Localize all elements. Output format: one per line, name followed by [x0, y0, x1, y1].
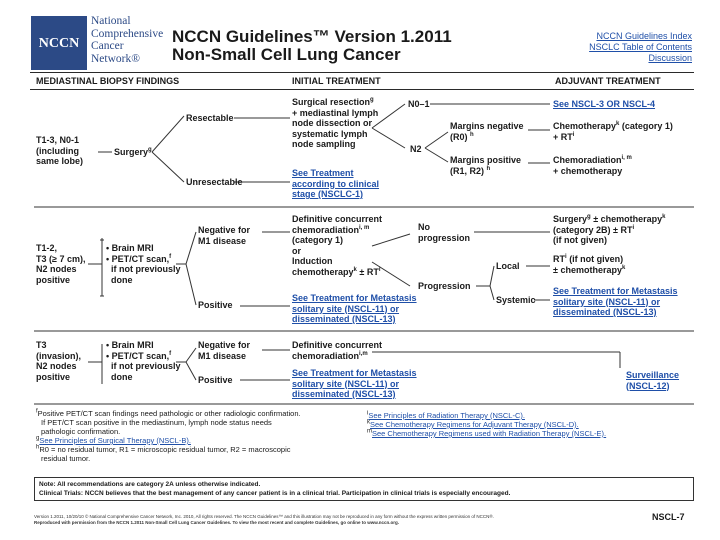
footnote-f: $^f$Positive PET/CT scan findings need pathologic or other radiologic confirmation.: [36, 408, 301, 418]
stage-t3-invasion-n2: T3 (invasion), N2 nodes positive: [36, 340, 82, 382]
chemotherapy-category-1: Chemotherapy$^k$ (category 1) + $RT^i$: [553, 121, 673, 142]
note-box: [34, 477, 694, 501]
toc-link[interactable]: NSCLC Table of Contents: [589, 42, 692, 52]
footnote-i: $^i$See Principles of Radiation Therapy (NSCL-C).: [367, 410, 525, 420]
resectable-label: Resectable: [186, 113, 234, 123]
copyright: Version 1.2011, 10/20/10 © National Comprehensive Cancer Network, Inc. 2010, All rights reserved. The NCCN Guidelines™ and this illustration may not be reproduced in any form without the express written permission of NCCN®. Reproduced with permission from the NCCN 1.2011 Non-Small Cell Lung Cancer Guidelines. To view the most recent and complete Guidelines, go online to www.nccn.org.: [34, 514, 494, 525]
footnote-f-cont2: pathologic confirmation.: [41, 427, 121, 436]
footnotes-right: [367, 411, 606, 438]
local-label: Local: [496, 261, 520, 271]
positive-label-2: Positive: [198, 375, 233, 385]
note-category: Note: All recommendations are category 2A unless otherwise indicated.: [39, 481, 261, 488]
positive-label: Positive: [198, 300, 233, 310]
metastasis-link-positive[interactable]: See Treatment for Metastasis solitary site (NSCL-11) or disseminated (NSCL-13): [292, 293, 417, 324]
footnote-g: $^g$See Principles of Surgical Therapy (NSCL-B).: [36, 435, 191, 445]
page-title: NCCN Guidelines™ Version 1.2011: [172, 27, 452, 46]
negative-m1-disease: Negative for M1 disease: [198, 225, 251, 246]
footnote-h: $^h$R0 = no residual tumor, R1 = microscopic residual tumor, R2 = macroscopic: [36, 444, 291, 454]
stage-t1-3-n0-1: T1-3, N0-1 (including same lobe): [36, 135, 84, 166]
n0-1-label: N0–1: [408, 99, 430, 109]
definitive-chemoradiation: Definitive concurrent chemoradiation$^{i,m}$: [292, 340, 383, 361]
guidelines-index-link[interactable]: NCCN Guidelines Index: [596, 31, 692, 41]
margins-negative: Margins negative (R0) $^h$: [450, 121, 524, 142]
org-name: National Comprehensive Cancer Network®: [91, 15, 164, 65]
negative-m1-disease-2: Negative for M1 disease: [198, 340, 251, 361]
metastasis-link-3[interactable]: See Treatment for Metastasis solitary site (NSCL-11) or disseminated (NSCL-13): [292, 368, 417, 399]
page-subtitle: Non-Small Cell Lung Cancer: [172, 45, 401, 64]
workup-brain-mri-pet-2: • Brain MRI • PET/CT scan,$^f$ if not previously done: [106, 340, 181, 382]
nccn-logo-text: NCCN: [38, 36, 80, 51]
metastasis-link-systemic[interactable]: See Treatment for Metastasis solitary site (NSCL-11) or disseminated (NSCL-13): [553, 286, 678, 317]
chemoradiation-plus-chemo: Chemoradiation$^{i, m}$ + chemotherapy: [553, 155, 632, 176]
progression-label: Progression: [418, 281, 471, 291]
footnote-h-cont: residual tumor.: [41, 454, 91, 463]
col-initial: INITIAL TREATMENT: [292, 76, 381, 86]
definitive-or-induction: Definitive concurrent chemoradiation$^{i, m}$ (category 1) or Induction chemotherapy$^k$ ± $RT^i$: [292, 214, 383, 277]
see-treatment-clinical-stage-link[interactable]: See Treatment according to clinical stage (NSCLC-1): [292, 168, 380, 199]
col-findings: MEDIASTINAL BIOPSY FINDINGS: [36, 76, 180, 86]
see-nscl-3-4-link[interactable]: See NSCL-3 OR NSCL-4: [553, 99, 656, 109]
margins-positive: Margins positive (R1, R2) $^h$: [450, 155, 522, 176]
page-id: NSCL-7: [652, 512, 685, 522]
surveillance-link[interactable]: Surveillance (NSCL-12): [626, 370, 680, 391]
surgical-resection: Surgical resection$^g$ + mediastinal lymph node dissection or systematic lymph node sampling: [292, 97, 379, 149]
systemic-label: Systemic: [496, 295, 536, 305]
no-progression: No progression: [418, 222, 471, 243]
footnotes-left: [36, 409, 301, 463]
surgery-node: Surgery$^g$: [114, 147, 152, 157]
footnote-k: $^k$See Chemotherapy Regimens for Adjuvant Therapy (NSCL-D).: [367, 419, 579, 429]
discussion-link[interactable]: Discussion: [648, 53, 692, 63]
surgery-adjuvant: Surgery$^g$ ± chemotherapy$^k$ (category $2B) \pm RT^i$ (if not given): [553, 214, 666, 245]
stage-t1-2-t3-n2: T1-2, T3 (≥ 7 cm), N2 nodes positive: [36, 243, 86, 285]
footnote-f-cont: If PET/CT scan positive in the mediastinum, lymph node status needs: [41, 418, 272, 427]
rt-adjuvant: $RT^i$ (if not given) ± chemotherapy$^k$: [553, 254, 626, 275]
note-clinical-trials: Clinical Trials: NCCN believes that the best management of any cancer patient is in a clinical trial. Participation in clinical trials is especially encouraged.: [39, 490, 511, 497]
n2-label: N2: [410, 144, 422, 154]
footnote-m: $^m$See Chemotherapy Regimens used with Radiation Therapy (NSCL-E).: [367, 428, 607, 438]
workup-brain-mri-pet: • Brain MRI • PET/CT scan,$^f$ if not previously done: [106, 243, 181, 285]
unresectable-label: Unresectable: [186, 177, 243, 187]
col-adjuvant: ADJUVANT TREATMENT: [555, 76, 661, 86]
